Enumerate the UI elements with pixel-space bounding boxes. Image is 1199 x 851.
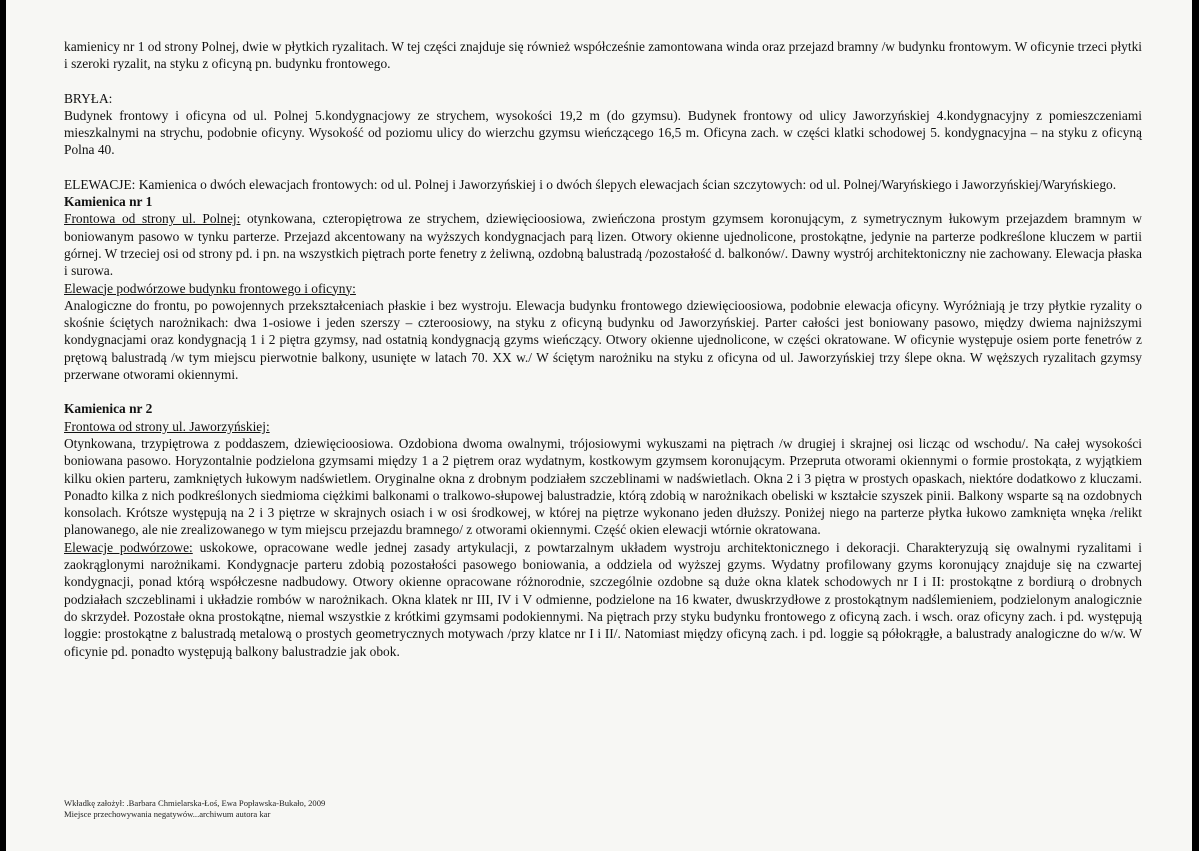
paragraph-intro: kamienicy nr 1 od strony Polnej, dwie w płytkich ryzalitach. W tej części znajduje się również współcześnie zamontowana winda oraz przejazd bramny /w budynku frontowym. W oficynie trzeci płytki i szeroki ryzalit, na styku z oficyną pn. budynku frontowego. [64,39,1142,72]
kamienica-2-court-text: uskokowe, opracowane wedle jednej zasady artykulacji, z powtarzalnym układem wystroju architektonicznego i dekoracji. Charakteryzują się owalnymi ryzalitami i zaokrąglonymi narożnikami. Kondygnacje parteru zdobią pozostałości pasowego boniowania, a oddziela od wyższej gzyms. Wydatny profilowany gzyms koronujący znajduje się na czwartej kondygnacji, ponad którą współczesne nadbudowy. Otwory okienne opracowane różnorodnie, szczególnie ozdobne są duże okna klatek schodowych nr I i II: prostokątne z bordiurą o drobnych podziałach szczeblinami i układzie rombów w narożnikach. Okna klatek nr III, IV i V odmienne, podzielone na 16 kwater, dwuskrzydłowe z prostokątnym nadślemieniem, podzielonym analogicznie do skrzydeł. Pozostałe okna prostokątne, niemal wszystkie z krótkimi gzymsami podokiennymi. Na piętrach przy styku budynku frontowego z oficyną zach. i wsch. oraz oficyny zach. i pd. występują loggie: prostokątne z balustradą metalową o prostych geometrycznych motywach /przy klatce nr I i II/. Natomiast między oficyną zach. i pd. loggie są półokrągłe, a balustrady analogiczne do w/w. W oficynie pd. ponadto występują balkony balustradzie jak obok. [64,539,1142,659]
kamienica-1-court-text: Analogiczne do frontu, po powojennych przekształceniach płaskie i bez wystroju. Elewacja budynku frontowego dziewięcioosiowa, podobnie elewacja oficyny. Wyróżniają je trzy płytkie ryzality o skośnie ściętych narożnikach: dwa 1-osiowe i jeden szerszy – czteroosiowy, na styku z oficyną budynku od Jaworzyńskiej. Parter całości jest boniowany pasowo, między dwiema najniższymi kondygnacjami oraz kondygnacją 1 i 2 piętra gzymsy, nad ostatnią kondygnacją gzyms wieńczący. Otwory okienne ujednolicone, w części okratowane. W oficynie występuje osiem porte fenetrów z prętową balustradą /w tym miejscu pierwotnie balkony, usunięte w latach 70. XX w./ W ściętym narożniku na styku z oficyna od ul. Jaworzyńskiej trzy ślepe okna. W węższych ryzalitach gzymsy przerwane otworami okiennymi. [64,297,1142,383]
elewacje-text: ELEWACJE: Kamienica o dwóch elewacjach frontowych: od ul. Polnej i Jaworzyńskiej i o dwóch ślepych elewacjach ścian szczytowych: od ul. Polnej/Waryńskiego i Jaworzyńskiej/Waryńskiego. [64,176,1117,192]
bryla-heading: BRYŁA: [64,90,113,106]
footer-line-authors: Wkładkę założył: .Barbara Chmielarska-Łoś, Ewa Popławska-Bukało, 2009 [64,798,326,808]
document-body [64,38,1142,660]
footer-line-archive: Miejsce przechowywania negatywów...archiwum autora kar [64,809,271,819]
kamienica-2-heading: Kamienica nr 2 [64,401,153,417]
kamienica-1-front-text: otynkowana, czteropiętrowa ze strychem, dziewięcioosiowa, zwieńczona prostym gzymsem koronującym, z symetrycznym łukowym przejazdem bramnym w boniowanym pasowo w tynku parterze. Przejazd akcentowany na wyższych kondygnacjach parą lizen. Otwory okienne ujednolicone, prostokątne, jedynie na parterze podkreślone kluczem w partii górnej. W trzeciej osi od strony pd. i pn. na wszystkich piętrach porte fenetry z żeliwną, ozdobną balustradą /pozostałość d. balkonów/. Dawny wystrój architektoniczny nie zachowany. Elewacja płaska i surowa. [64,211,1142,279]
spacer [64,383,1142,400]
spacer [64,159,1142,176]
kamienica-1-court-label-line [64,280,1142,297]
kamienica-1-front [64,210,1142,279]
kamienica-2-front-label-line [64,418,1142,435]
spacer [64,73,1142,90]
kamienica-1-court-label: Elewacje podwórzowe budynku frontowego i oficyny: [64,280,356,296]
kamienica-2-court-label: Elewacje podwórzowe: [64,539,193,555]
kamienica-2-front-text: Otynkowana, trzypiętrowa z poddaszem, dziewięcioosiowa. Ozdobiona dwoma owalnymi, trójosiowymi wykuszami na piętrach /w drugiej i skrajnej osi licząc od wschodu/. Na całej wysokości boniowana pasowo. Horyzontalnie podzielona gzymsami między 1 a 2 piętrem oraz wydatnym, kostkowym gzymsem koronującym. Przepruta otworami okiennymi o formie prostokąta, z wyjątkiem kilku okien parteru, zamkniętych łukowym nadświetlem. Oryginalne okna z drobnym podziałem szczeblinami w nadświetlach. Okna 2 i 3 piętra w prostych opaskach, niektóre dodatkowo z kluczami. Ponadto kilka z nich podkreślonych siedmioma ciężkimi balkonami o tralkowo-słupowej balustradzie, którą zdobią w narożnikach obeliski w kształcie szyszek pinii. Balkony wsparte są na ozdobnych konsolach. Krótsze występują na 2 i 3 piętrze w skrajnych osiach i w osi środkowej, w której na piętrze wykonano jeden dłuższy. Poniżej niego na parterze płytka łukowo zamknięta wnęka /relikt planowanego, ale nie zrealizowanego w tym miejscu przejazdu bramnego/ z otworami okiennymi. Część okien elewacji wtórnie okratowana. [64,435,1142,538]
document-footer [64,798,325,820]
bryla-text: Budynek frontowy i oficyna od ul. Polnej 5.kondygnacjowy ze strychem, wysokości 19,2 m (do gzymsu). Budynek frontowy od ulicy Jaworzyńskiej 4.kondygnacyjny z pomieszczeniami mieszkalnymi na strychu, podobnie oficyny. Wysokość od poziomu ulicy do wierzchu gzymsu wieńczącego 16,5 m. Oficyna zach. w części klatki schodowej 5. kondygnacyjna – na styku z oficyną Polna 40. [64,107,1142,158]
kamienica-2-front-label: Frontowa od strony ul. Jaworzyńskiej: [64,418,270,434]
kamienica-1-heading: Kamienica nr 1 [64,194,153,210]
kamienica-1-front-label: Frontowa od strony ul. Polnej: [64,211,241,227]
document-page [6,0,1192,851]
kamienica-2-court [64,539,1142,660]
